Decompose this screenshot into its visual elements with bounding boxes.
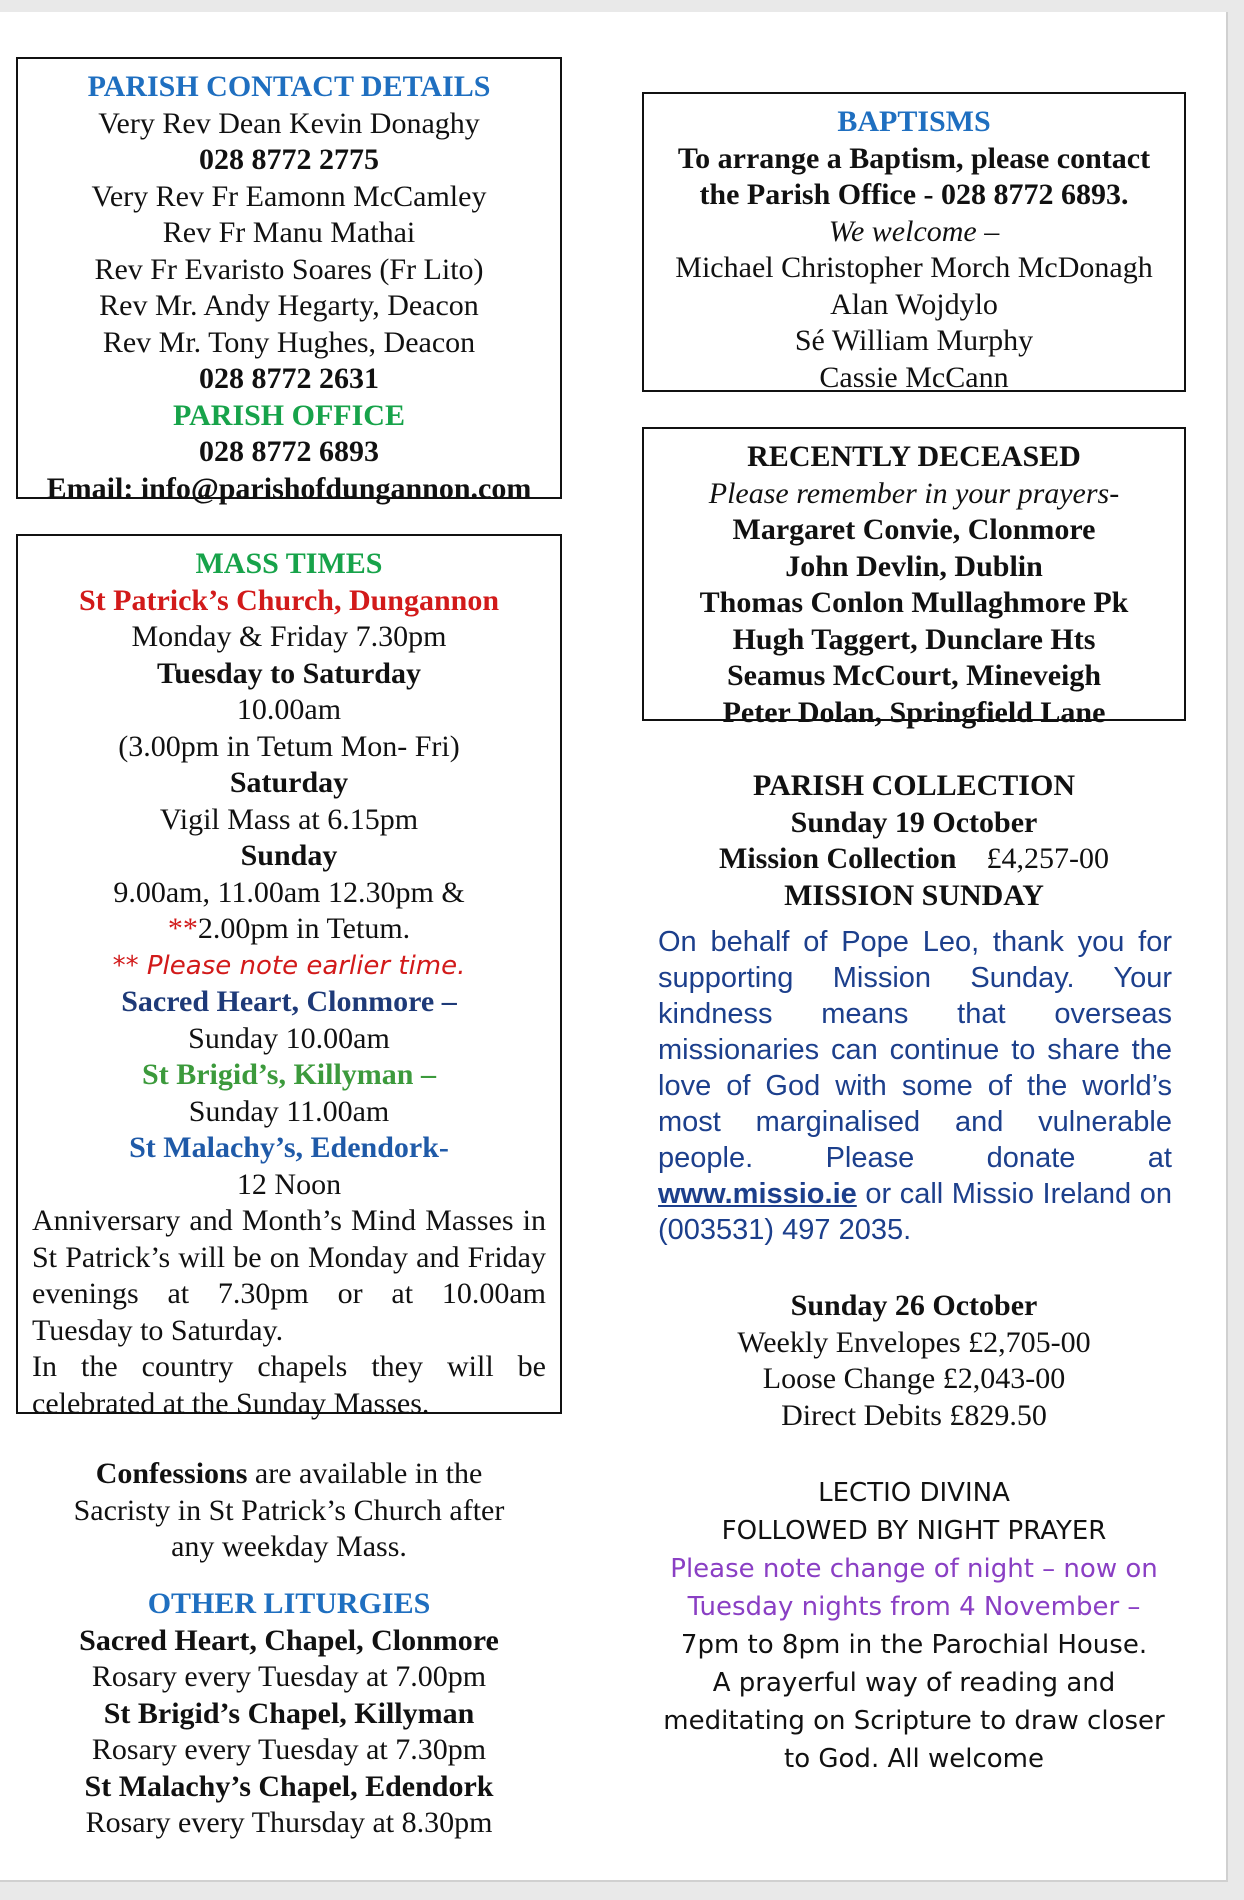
deceased-box	[642, 427, 1186, 729]
contact-phone: 028 8772 2631	[199, 362, 379, 395]
chapel-name: St Malachy’s, Edendork-	[129, 1131, 449, 1164]
confessions-line: Sacristy in St Patrick’s Church after	[73, 1493, 505, 1527]
mass-time: Vigil Mass at 6.15pm	[159, 802, 419, 836]
contact-line: Rev Mr. Tony Hughes, Deacon	[102, 325, 476, 359]
liturgy-place: St Brigid’s Chapel, Killyman	[103, 1696, 475, 1730]
mission-amount: £4,257-00	[986, 842, 1109, 875]
lectio-text: to God. All welcome	[784, 1744, 1044, 1774]
mass-time: 2.00pm in Tetum.	[197, 912, 411, 945]
baptism-name: Alan Wojdylo	[830, 287, 998, 321]
deceased-name: Hugh Taggert, Dunclare Hts	[732, 622, 1096, 656]
office-phone: 028 8772 6893	[199, 435, 379, 468]
contact-phone: 028 8772 2775	[199, 143, 379, 176]
collection-second-section	[642, 1288, 1186, 1434]
mass-times-box	[16, 534, 562, 1420]
liturgies-section	[16, 1586, 562, 1842]
collection-date: Sunday 26 October	[790, 1289, 1038, 1322]
mission-collection-line	[642, 841, 1186, 878]
mission-paragraph-end: or call Missio Ireland on (003531) 497 2035.	[658, 1178, 1172, 1246]
mass-tetum-sunday	[32, 911, 546, 948]
mass-time: 10.00am	[236, 693, 342, 726]
collection-amount: Weekly Envelopes £2,705-00	[737, 1325, 1091, 1359]
baptisms-contact: the Parish Office - 028 8772 6893.	[699, 178, 1129, 211]
anniversary-text: Anniversary and Month’s Mind Masses in St Patrick’s will be on Monday and Friday evenings at 7.30pm or at 10.00am Tuesday to Saturday.	[32, 1204, 546, 1347]
mass-church: St Patrick’s Church, Dungannon	[78, 583, 500, 617]
contact-line: Rev Mr. Andy Hegarty, Deacon	[99, 289, 479, 322]
mass-time: Monday & Friday 7.30pm	[131, 620, 447, 653]
baptisms-contact: To arrange a Baptism, please contact	[677, 141, 1151, 175]
lectio-heading: FOLLOWED BY NIGHT PRAYER	[721, 1516, 1107, 1546]
collection-amount: Direct Debits £829.50	[781, 1398, 1047, 1432]
baptisms-heading: BAPTISMS	[837, 105, 991, 138]
deceased-subtitle: Please remember in your prayers-	[708, 476, 1120, 510]
liturgy-place: Sacred Heart, Chapel, Clonmore	[79, 1623, 499, 1657]
mission-label: Mission Collection	[719, 842, 957, 875]
liturgies-heading: OTHER LITURGIES	[147, 1587, 431, 1620]
newsletter-page	[0, 12, 1228, 1882]
collection-section	[642, 768, 1186, 914]
contact-line: Very Rev Fr Eamonn McCamley	[91, 179, 487, 213]
country-text: In the country chapels they will be celebrated at the Sunday Masses.	[32, 1350, 546, 1420]
mission-sunday-heading: MISSION SUNDAY	[784, 878, 1044, 912]
baptisms-welcome: We welcome –	[828, 214, 1000, 248]
missio-link[interactable]: www.missio.ie	[658, 1178, 857, 1210]
deceased-name: Thomas Conlon Mullaghmore Pk	[699, 586, 1129, 619]
liturgy-place: St Malachy’s Chapel, Edendork	[84, 1769, 494, 1803]
deceased-heading: RECENTLY DECEASED	[747, 440, 1081, 473]
mass-heading: MASS TIMES	[195, 547, 383, 580]
deceased-name: Peter Dolan, Springfield Lane	[722, 695, 1106, 729]
mission-paragraph: On behalf of Pope Leo, thank you for supporting Mission Sunday. Your kindness means that overseas missionaries can continue to share the love of God with some of the world’s most marginalised and vulnerable people. Please donate at	[658, 926, 1172, 1174]
contact-line: Very Rev Dean Kevin Donaghy	[98, 106, 480, 140]
mass-time: (3.00pm in Tetum Mon- Fri)	[118, 729, 460, 763]
collection-amount: Loose Change £2,043-00	[762, 1362, 1066, 1395]
mass-day: Sunday	[240, 839, 338, 872]
baptism-name: Michael Christopher Morch McDonagh	[675, 251, 1153, 284]
mass-day: Saturday	[229, 766, 349, 799]
deceased-name: Seamus McCourt, Mineveigh	[726, 659, 1102, 692]
confessions-section	[16, 1456, 562, 1566]
chapel-time: Sunday 10.00am	[188, 1021, 390, 1055]
confessions-bold: Confessions	[95, 1457, 248, 1490]
collection-date: Sunday 19 October	[790, 805, 1038, 839]
mass-note: ** Please note earlier time.	[112, 950, 466, 981]
collection-heading: PARISH COLLECTION	[752, 769, 1075, 802]
office-email: Email: info@parishofdungannon.com	[46, 471, 532, 505]
baptism-name: Cassie McCann	[819, 360, 1009, 394]
deceased-name: John Devlin, Dublin	[785, 549, 1043, 583]
lectio-note: Tuesday nights from 4 November –	[687, 1592, 1141, 1622]
chapel-name: St Brigid’s, Killyman –	[142, 1058, 436, 1091]
contact-heading: PARISH CONTACT DETAILS	[87, 70, 491, 103]
lectio-heading: LECTIO DIVINA	[818, 1478, 1010, 1508]
liturgy-time: Rosary every Tuesday at 7.00pm	[91, 1660, 487, 1693]
contact-line: Rev Fr Evaristo Soares (Fr Lito)	[94, 252, 484, 286]
confessions-line: any weekday Mass.	[171, 1530, 407, 1563]
confessions-text: are available in the	[247, 1457, 483, 1490]
confessions-line	[16, 1456, 562, 1493]
contact-line: Rev Fr Manu Mathai	[162, 216, 416, 249]
deceased-name: Margaret Convie, Clonmore	[732, 513, 1096, 546]
chapel-name: Sacred Heart, Clonmore –	[121, 985, 457, 1018]
note-stars: **	[167, 912, 198, 945]
lectio-section	[642, 1474, 1186, 1778]
baptisms-box	[642, 92, 1186, 392]
mission-text	[658, 924, 1172, 1248]
lectio-text: meditating on Scripture to draw closer	[663, 1706, 1165, 1736]
chapel-time: 12 Noon	[236, 1167, 342, 1201]
office-heading: PARISH OFFICE	[173, 398, 405, 432]
baptism-name: Sé William Murphy	[794, 324, 1034, 357]
mass-day: Tuesday to Saturday	[157, 656, 421, 690]
lectio-note: Please note change of night – now on	[670, 1554, 1158, 1584]
liturgy-time: Rosary every Thursday at 8.30pm	[85, 1806, 493, 1839]
lectio-text: A prayerful way of reading and	[712, 1668, 1116, 1698]
mass-time: 9.00am, 11.00am 12.30pm &	[113, 875, 465, 909]
lectio-text: 7pm to 8pm in the Parochial House.	[680, 1630, 1148, 1660]
chapel-time: Sunday 11.00am	[188, 1094, 390, 1128]
contact-box	[16, 57, 562, 505]
liturgy-time: Rosary every Tuesday at 7.30pm	[91, 1733, 487, 1766]
